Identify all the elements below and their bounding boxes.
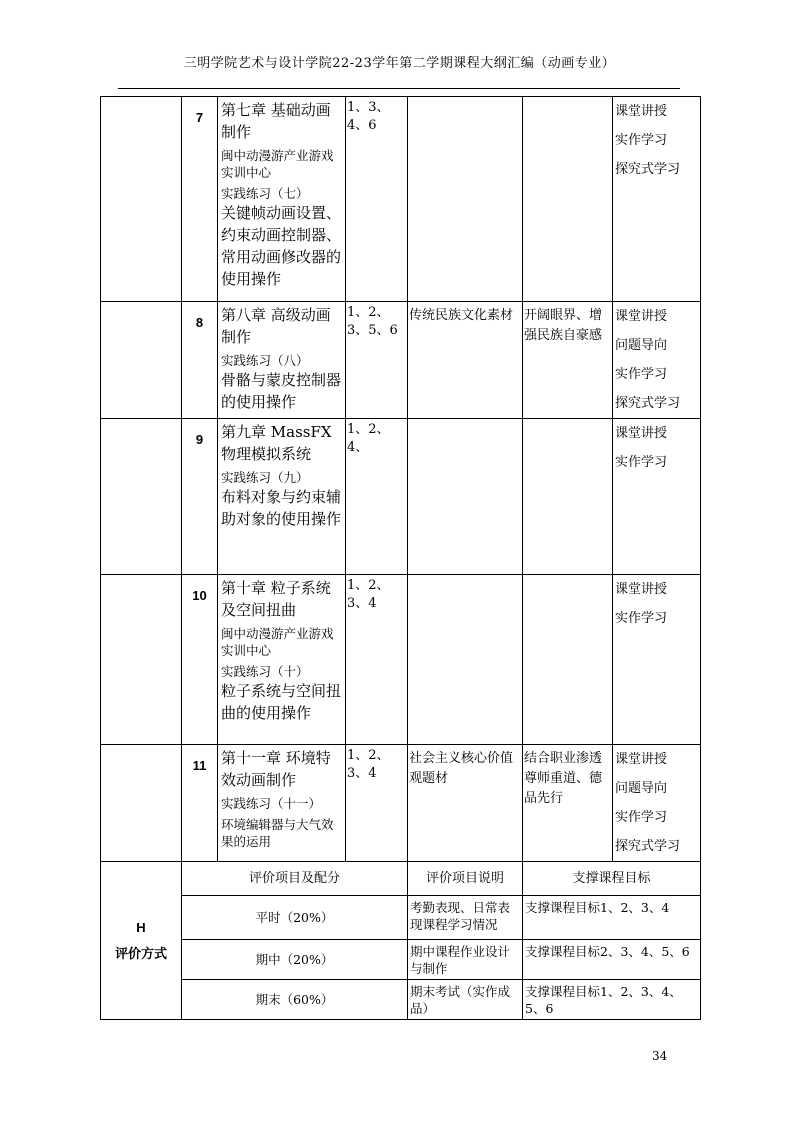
practice-text: 关键帧动画设置、约束动画控制器、常用动画修改器的使用操作 <box>221 204 342 288</box>
evaluation-desc: 期末考试（实作成品） <box>408 980 523 1020</box>
teaching-methods <box>613 745 701 862</box>
chapter-row <box>101 745 701 862</box>
evaluation-target: 支撑课程目标2、3、4、5、6 <box>523 940 701 980</box>
objective-numbers: 1、3、4、6 <box>346 97 408 302</box>
teaching-methods <box>613 419 701 575</box>
chapter-title: 第十一章 环境特效动画制作 <box>221 749 331 789</box>
evaluation-desc: 期中课程作业设计与制作 <box>408 940 523 980</box>
teaching-method: 课堂讲授 <box>615 309 668 324</box>
evaluation-header-target: 支撑课程目标 <box>523 862 701 896</box>
chapter-content <box>218 419 346 575</box>
evaluation-row <box>101 940 701 980</box>
chapter-index: 10 <box>182 575 218 745</box>
blank-cell <box>101 419 182 575</box>
chapter-row <box>101 97 701 302</box>
header-rule <box>118 88 680 89</box>
teaching-method: 实作学习 <box>615 133 668 148</box>
training-center: 闽中动漫游产业游戏实训中心 <box>221 148 334 180</box>
blank-cell <box>101 97 182 302</box>
ideology-element: 社会主义核心价值观题材 <box>408 745 523 862</box>
chapter-content <box>218 575 346 745</box>
teaching-method: 实作学习 <box>615 367 668 382</box>
objective-numbers: 1、2、3、5、6 <box>346 302 408 419</box>
teaching-method: 实作学习 <box>615 810 668 825</box>
blank-cell <box>101 745 182 862</box>
teaching-goal <box>523 419 613 575</box>
teaching-method: 课堂讲授 <box>615 752 668 767</box>
teaching-goal: 开阔眼界、增强民族自豪感 <box>523 302 613 419</box>
teaching-methods <box>613 575 701 745</box>
chapter-content <box>218 302 346 419</box>
teaching-methods <box>613 97 701 302</box>
ideology-element <box>408 419 523 575</box>
evaluation-row <box>101 980 701 1020</box>
teaching-method: 课堂讲授 <box>615 426 668 441</box>
chapter-index: 8 <box>182 302 218 419</box>
chapter-title: 第十章 粒子系统及空间扭曲 <box>221 579 331 619</box>
practice-text: 粒子系统与空间扭曲的使用操作 <box>221 682 342 722</box>
evaluation-section-title: 评价方式 <box>114 945 167 961</box>
practice-label: 实践练习（七） <box>221 186 309 201</box>
chapter-content <box>218 745 346 862</box>
teaching-method: 课堂讲授 <box>615 582 668 597</box>
evaluation-header-row <box>101 862 701 896</box>
teaching-method: 问题导向 <box>615 338 668 353</box>
teaching-method: 课堂讲授 <box>615 104 668 119</box>
evaluation-item: 平时（20%） <box>182 896 408 940</box>
practice-label: 实践练习（十一） <box>221 796 322 811</box>
evaluation-header-item: 评价项目及配分 <box>182 862 408 896</box>
chapter-row <box>101 419 701 575</box>
chapter-title: 第七章 基础动画制作 <box>221 101 331 141</box>
evaluation-item: 期末（60%） <box>182 980 408 1020</box>
ideology-element: 传统民族文化素材 <box>408 302 523 419</box>
evaluation-row <box>101 896 701 940</box>
practice-label: 实践练习（十） <box>221 664 309 679</box>
page-header: 三明学院艺术与设计学院22-23学年第二学期课程大纲汇编（动画专业） <box>183 56 616 71</box>
objective-numbers: 1、2、4、 <box>346 419 408 575</box>
evaluation-target: 支撑课程目标1、2、3、4 <box>523 896 701 940</box>
chapter-index: 7 <box>182 97 218 302</box>
ideology-element <box>408 97 523 302</box>
teaching-method: 探究式学习 <box>615 396 681 411</box>
evaluation-target: 支撑课程目标1、2、3、4、5、6 <box>523 980 701 1020</box>
chapter-title: 第八章 高级动画制作 <box>221 306 331 346</box>
objective-numbers: 1、2、3、4 <box>346 745 408 862</box>
evaluation-section-label <box>101 862 182 1020</box>
teaching-methods <box>613 302 701 419</box>
chapter-index: 11 <box>182 745 218 862</box>
practice-text: 布料对象与约束辅助对象的使用操作 <box>221 488 342 528</box>
teaching-method: 实作学习 <box>615 455 668 470</box>
practice-text: 骨骼与蒙皮控制器的使用操作 <box>221 371 342 411</box>
practice-label: 实践练习（九） <box>221 470 309 485</box>
teaching-method: 探究式学习 <box>615 162 681 177</box>
evaluation-section-code: H <box>136 919 146 935</box>
teaching-goal <box>523 575 613 745</box>
chapter-index: 9 <box>182 419 218 575</box>
teaching-goal <box>523 97 613 302</box>
blank-cell <box>101 302 182 419</box>
teaching-goal: 结合职业渗透尊师重道、德品先行 <box>523 745 613 862</box>
syllabus-table <box>100 96 701 1020</box>
evaluation-desc: 考勤表现、日常表现课程学习情况 <box>408 896 523 940</box>
teaching-method: 实作学习 <box>615 611 668 626</box>
ideology-element <box>408 575 523 745</box>
teaching-method: 问题导向 <box>615 781 668 796</box>
chapter-row <box>101 575 701 745</box>
chapter-row <box>101 302 701 419</box>
objective-numbers: 1、2、3、4 <box>346 575 408 745</box>
practice-text: 环境编辑器与大气效果的运用 <box>221 817 334 849</box>
page-number: 34 <box>652 1049 668 1063</box>
evaluation-item: 期中（20%） <box>182 940 408 980</box>
teaching-method: 探究式学习 <box>615 839 681 854</box>
evaluation-header-desc: 评价项目说明 <box>408 862 523 896</box>
practice-label: 实践练习（八） <box>221 353 309 368</box>
chapter-title: 第九章 MassFX物理模拟系统 <box>221 423 332 463</box>
chapter-content <box>218 97 346 302</box>
blank-cell <box>101 575 182 745</box>
training-center: 闽中动漫游产业游戏实训中心 <box>221 626 334 658</box>
